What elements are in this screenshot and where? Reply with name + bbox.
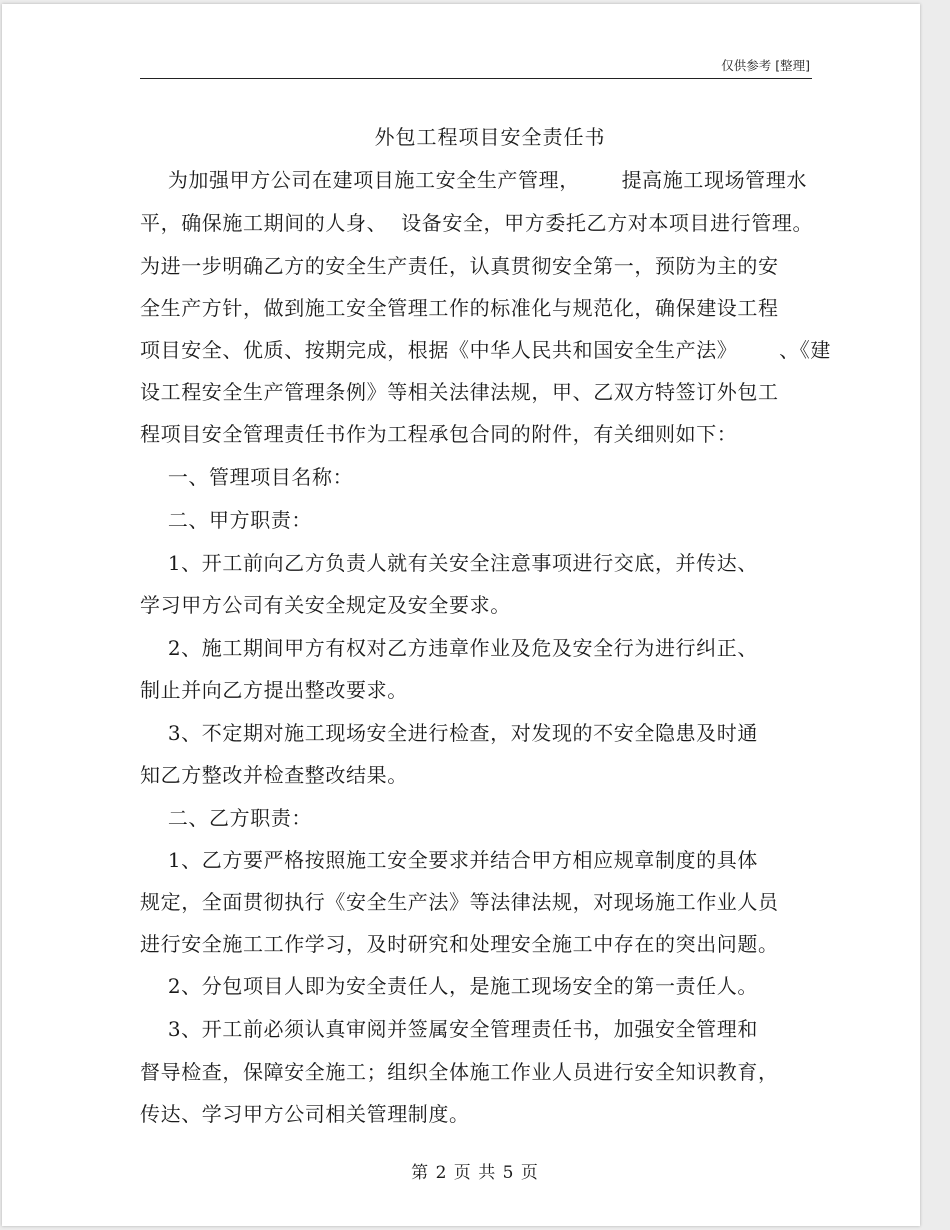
body-line: 督导检查，保障安全施工；组织全体施工作业人员进行安全知识教育， xyxy=(140,1060,779,1084)
body-line: 3、不定期对施工现场安全进行检查，对发现的不安全隐患及时通 xyxy=(140,721,758,745)
body-line: 进行安全施工工作学习，及时研究和处理安全施工中存在的突出问题。 xyxy=(140,932,779,956)
body-line: 设工程安全生产管理条例》等相关法律法规，甲、乙双方特签订外包工 xyxy=(140,380,779,404)
header-divider xyxy=(140,78,812,79)
body-line: 项目安全、优质、按期完成，根据《中华人民共和国安全生产法》 、《建 xyxy=(140,338,831,362)
body-line: 2、施工期间甲方有权对乙方违章作业及危及安全行为进行纠正、 xyxy=(140,636,758,660)
body-line: 学习甲方公司有关安全规定及安全要求。 xyxy=(140,593,511,617)
document-title: 外包工程项目安全责任书 xyxy=(374,125,606,149)
body-line: 3、开工前必须认真审阅并签属安全管理责任书，加强安全管理和 xyxy=(140,1017,758,1041)
body-line: 1、开工前向乙方负责人就有关安全注意事项进行交底，并传达、 xyxy=(140,551,758,575)
document-page xyxy=(2,4,920,1226)
body-line: 为加强甲方公司在建项目施工安全生产管理， 提高施工现场管理水 xyxy=(140,168,807,192)
body-line: 程项目安全管理责任书作为工程承包合同的附件，有关细则如下： xyxy=(140,422,738,446)
body-line: 2、分包项目人即为安全责任人，是施工现场安全的第一责任人。 xyxy=(140,974,758,998)
body-line: 制止并向乙方提出整改要求。 xyxy=(140,678,408,702)
page-number: 第 2 页 共 5 页 xyxy=(411,1163,539,1183)
body-line: 规定，全面贯彻执行《安全生产法》等法律法规，对现场施工作业人员 xyxy=(140,890,779,914)
section-heading: 二、甲方职责： xyxy=(140,508,313,532)
body-line: 平，确保施工期间的人身、 设备安全，甲方委托乙方对本项目进行管理。 xyxy=(140,211,814,235)
body-line: 1、乙方要严格按照施工安全要求并结合甲方相应规章制度的具体 xyxy=(140,848,758,872)
header-note: 仅供参考 [整理] xyxy=(721,58,810,73)
body-line: 为进一步明确乙方的安全生产责任，认真贯彻安全第一，预防为主的安 xyxy=(140,254,779,278)
section-heading: 二、乙方职责： xyxy=(140,806,313,830)
body-line: 全生产方针，做到施工安全管理工作的标准化与规范化，确保建设工程 xyxy=(140,296,779,320)
body-line: 传达、学习甲方公司相关管理制度。 xyxy=(140,1102,470,1126)
body-line: 知乙方整改并检查整改结果。 xyxy=(140,763,408,787)
section-heading: 一、管理项目名称： xyxy=(140,465,354,489)
